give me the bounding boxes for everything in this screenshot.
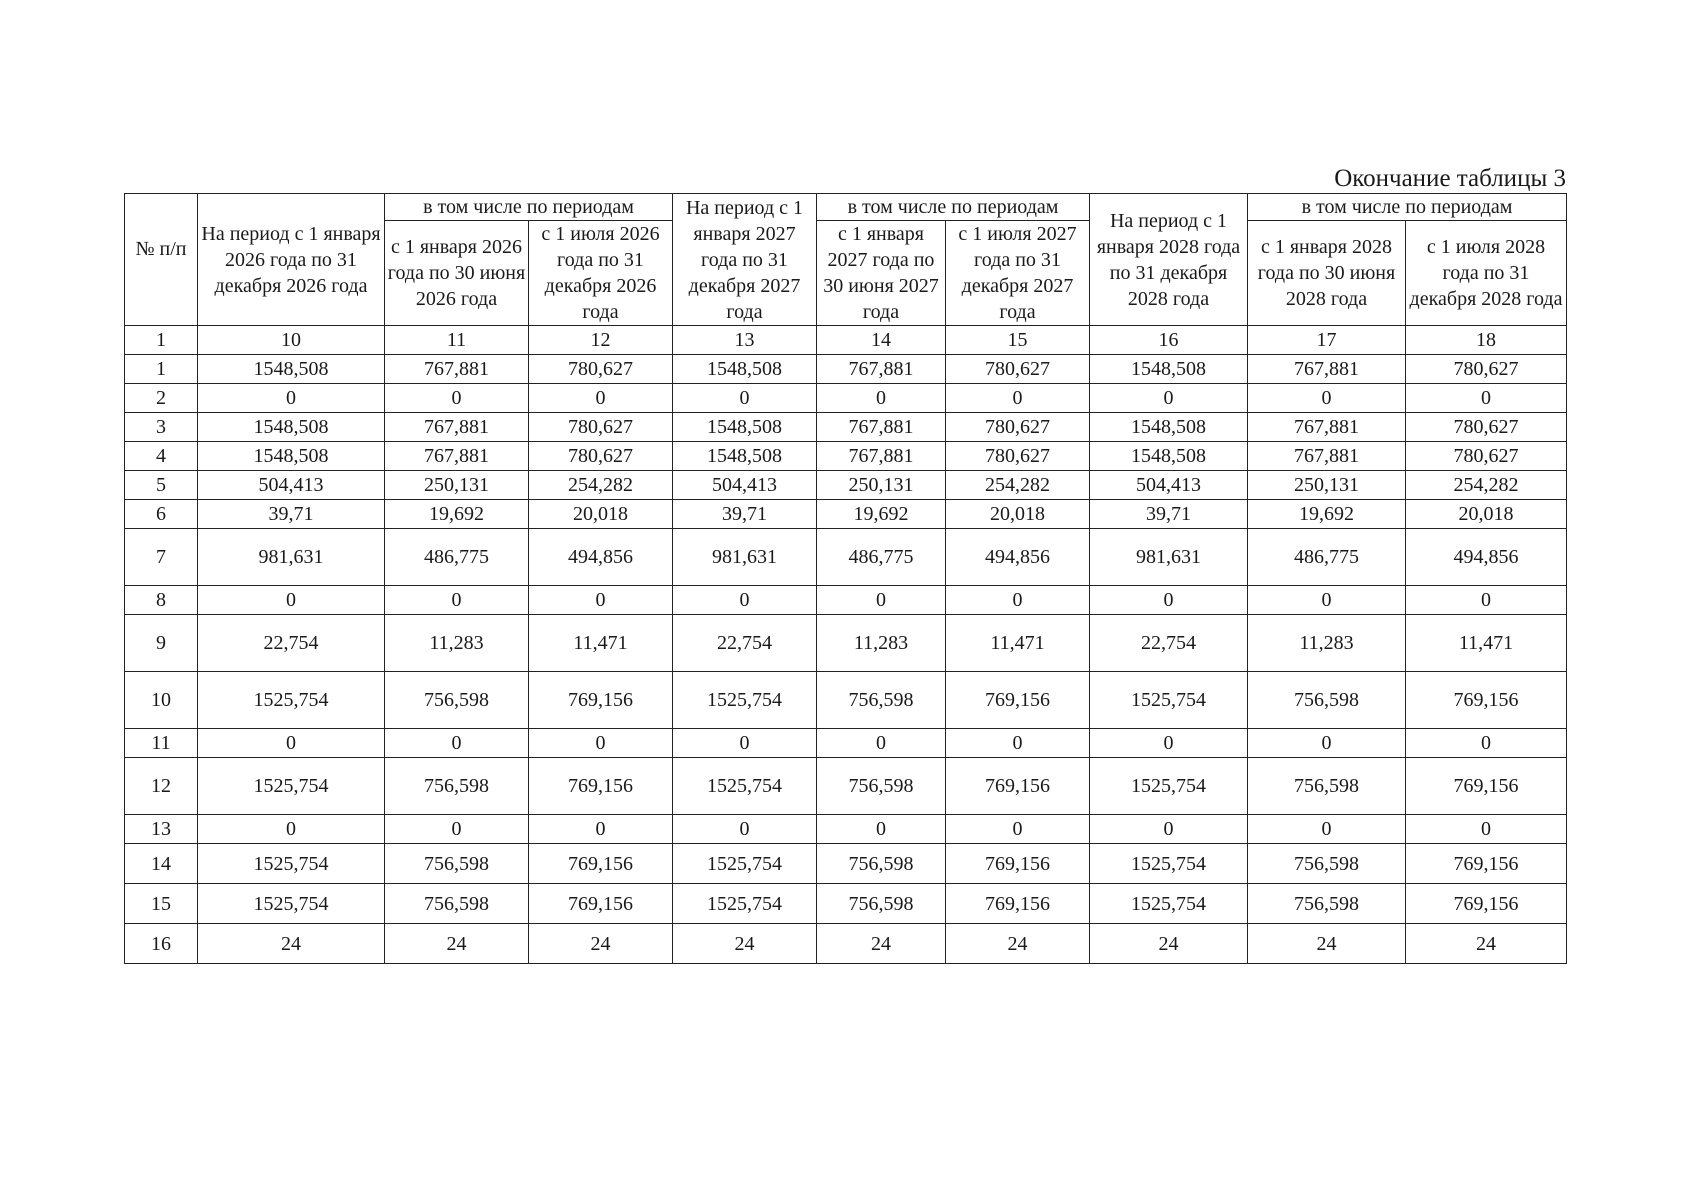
value-cell: 1548,508 — [673, 355, 817, 384]
value-cell: 1525,754 — [673, 758, 817, 815]
value-cell: 20,018 — [529, 500, 673, 529]
value-cell: 1548,508 — [1090, 442, 1248, 471]
value-cell: 0 — [1090, 815, 1248, 844]
table-row — [125, 442, 1567, 471]
header-num-cell: № п/п — [125, 194, 198, 326]
value-cell: 0 — [198, 586, 385, 615]
table-row — [125, 529, 1567, 586]
value-cell: 780,627 — [529, 355, 673, 384]
value-cell: 0 — [673, 729, 817, 758]
table-row — [125, 672, 1567, 729]
value-cell: 0 — [385, 384, 529, 413]
value-cell: 250,131 — [817, 471, 946, 500]
value-cell: 0 — [817, 586, 946, 615]
value-cell: 769,156 — [1406, 884, 1567, 924]
value-cell: 767,881 — [385, 355, 529, 384]
value-cell: 24 — [1090, 924, 1248, 964]
row-number-cell: 8 — [125, 586, 198, 615]
header-period-2027: На период с 1 января 2027 года по 31 декабря 2027 года — [673, 194, 817, 326]
table-row — [125, 815, 1567, 844]
row-number-cell: 16 — [125, 924, 198, 964]
value-cell: 11,283 — [385, 615, 529, 672]
value-cell: 767,881 — [817, 413, 946, 442]
value-cell: 981,631 — [1090, 529, 1248, 586]
value-cell: 756,598 — [385, 844, 529, 884]
value-cell: 1548,508 — [1090, 355, 1248, 384]
value-cell: 0 — [529, 586, 673, 615]
value-cell: 769,156 — [529, 884, 673, 924]
value-cell: 1548,508 — [198, 442, 385, 471]
table-row — [125, 355, 1567, 384]
value-cell: 769,156 — [946, 672, 1090, 729]
value-cell: 11,283 — [1248, 615, 1406, 672]
value-cell: 0 — [817, 729, 946, 758]
value-cell: 24 — [529, 924, 673, 964]
header-row-top — [125, 194, 1567, 221]
value-cell: 780,627 — [946, 355, 1090, 384]
value-cell: 494,856 — [1406, 529, 1567, 586]
row-number-cell: 6 — [125, 500, 198, 529]
value-cell: 0 — [673, 384, 817, 413]
row-number-cell: 11 — [125, 729, 198, 758]
data-table — [124, 193, 1567, 964]
value-cell: 0 — [198, 384, 385, 413]
col-number-cell: 17 — [1248, 326, 1406, 355]
header-subtitle-2028: в том числе по периодам — [1248, 194, 1567, 221]
table-row — [125, 615, 1567, 672]
row-number-cell: 10 — [125, 672, 198, 729]
value-cell: 769,156 — [1406, 672, 1567, 729]
value-cell: 0 — [1248, 729, 1406, 758]
value-cell: 0 — [385, 729, 529, 758]
value-cell: 767,881 — [1248, 442, 1406, 471]
value-cell: 22,754 — [1090, 615, 1248, 672]
value-cell: 0 — [529, 815, 673, 844]
value-cell: 780,627 — [1406, 442, 1567, 471]
value-cell: 0 — [817, 815, 946, 844]
value-cell: 19,692 — [1248, 500, 1406, 529]
col-number-cell: 14 — [817, 326, 946, 355]
value-cell: 24 — [673, 924, 817, 964]
value-cell: 756,598 — [1248, 672, 1406, 729]
value-cell: 0 — [385, 815, 529, 844]
header-sub-2027-h1: с 1 января 2027 года по 30 июня 2027 года — [817, 221, 946, 326]
value-cell: 780,627 — [1406, 355, 1567, 384]
table-row — [125, 471, 1567, 500]
value-cell: 254,282 — [1406, 471, 1567, 500]
value-cell: 756,598 — [385, 758, 529, 815]
value-cell: 22,754 — [673, 615, 817, 672]
value-cell: 486,775 — [385, 529, 529, 586]
row-number-cell: 14 — [125, 844, 198, 884]
value-cell: 1525,754 — [673, 672, 817, 729]
value-cell: 1525,754 — [1090, 884, 1248, 924]
table-body — [125, 355, 1567, 964]
table-caption: Окончание таблицы 3 — [1334, 165, 1566, 192]
row-number-cell: 1 — [125, 355, 198, 384]
value-cell: 769,156 — [946, 844, 1090, 884]
value-cell: 1548,508 — [1090, 413, 1248, 442]
value-cell: 1525,754 — [1090, 844, 1248, 884]
value-cell: 769,156 — [1406, 844, 1567, 884]
value-cell: 756,598 — [385, 884, 529, 924]
value-cell: 0 — [1406, 729, 1567, 758]
row-number-cell: 15 — [125, 884, 198, 924]
row-number-cell: 7 — [125, 529, 198, 586]
value-cell: 756,598 — [385, 672, 529, 729]
value-cell: 0 — [1406, 815, 1567, 844]
value-cell: 0 — [1406, 384, 1567, 413]
row-number-cell: 2 — [125, 384, 198, 413]
value-cell: 39,71 — [198, 500, 385, 529]
value-cell: 756,598 — [817, 884, 946, 924]
value-cell: 0 — [1090, 729, 1248, 758]
value-cell: 769,156 — [946, 884, 1090, 924]
header-period-2028: На период с 1 января 2028 года по 31 декабря 2028 года — [1090, 194, 1248, 326]
col-number-cell: 10 — [198, 326, 385, 355]
value-cell: 780,627 — [529, 413, 673, 442]
column-number-row — [125, 326, 1567, 355]
value-cell: 1525,754 — [198, 884, 385, 924]
table-row — [125, 844, 1567, 884]
header-sub-2028-h1: с 1 января 2028 года по 30 июня 2028 года — [1248, 221, 1406, 326]
value-cell: 0 — [946, 815, 1090, 844]
value-cell: 20,018 — [946, 500, 1090, 529]
header-sub-2027-h2: с 1 июля 2027 года по 31 декабря 2027 года — [946, 221, 1090, 326]
table-row — [125, 884, 1567, 924]
value-cell: 1548,508 — [198, 355, 385, 384]
value-cell: 1548,508 — [673, 413, 817, 442]
value-cell: 24 — [946, 924, 1090, 964]
col-number-cell: 13 — [673, 326, 817, 355]
value-cell: 504,413 — [198, 471, 385, 500]
header-subtitle-2027: в том числе по периодам — [817, 194, 1090, 221]
value-cell: 486,775 — [817, 529, 946, 586]
value-cell: 0 — [198, 729, 385, 758]
value-cell: 24 — [1406, 924, 1567, 964]
value-cell: 0 — [1248, 586, 1406, 615]
value-cell: 780,627 — [529, 442, 673, 471]
value-cell: 11,471 — [1406, 615, 1567, 672]
value-cell: 250,131 — [385, 471, 529, 500]
value-cell: 0 — [1248, 384, 1406, 413]
value-cell: 1525,754 — [1090, 672, 1248, 729]
value-cell: 24 — [385, 924, 529, 964]
value-cell: 767,881 — [385, 413, 529, 442]
value-cell: 11,471 — [529, 615, 673, 672]
table-row — [125, 413, 1567, 442]
value-cell: 756,598 — [817, 672, 946, 729]
row-number-cell: 13 — [125, 815, 198, 844]
header-subtitle-2026: в том числе по периодам — [385, 194, 673, 221]
value-cell: 0 — [198, 815, 385, 844]
value-cell: 769,156 — [946, 758, 1090, 815]
col-number-cell: 1 — [125, 326, 198, 355]
value-cell: 19,692 — [817, 500, 946, 529]
table-row — [125, 500, 1567, 529]
value-cell: 11,471 — [946, 615, 1090, 672]
table-row — [125, 586, 1567, 615]
value-cell: 1525,754 — [673, 844, 817, 884]
value-cell: 769,156 — [529, 672, 673, 729]
table-row — [125, 384, 1567, 413]
table-row — [125, 924, 1567, 964]
value-cell: 767,881 — [817, 355, 946, 384]
value-cell: 0 — [1406, 586, 1567, 615]
table-row — [125, 729, 1567, 758]
value-cell: 981,631 — [673, 529, 817, 586]
value-cell: 769,156 — [1406, 758, 1567, 815]
value-cell: 24 — [1248, 924, 1406, 964]
value-cell: 780,627 — [946, 413, 1090, 442]
value-cell: 254,282 — [946, 471, 1090, 500]
value-cell: 780,627 — [1406, 413, 1567, 442]
value-cell: 769,156 — [529, 758, 673, 815]
value-cell: 767,881 — [1248, 355, 1406, 384]
value-cell: 0 — [1090, 586, 1248, 615]
row-number-cell: 12 — [125, 758, 198, 815]
value-cell: 0 — [946, 729, 1090, 758]
value-cell: 494,856 — [529, 529, 673, 586]
value-cell: 0 — [673, 815, 817, 844]
value-cell: 756,598 — [1248, 758, 1406, 815]
value-cell: 39,71 — [1090, 500, 1248, 529]
value-cell: 22,754 — [198, 615, 385, 672]
value-cell: 1525,754 — [1090, 758, 1248, 815]
value-cell: 1525,754 — [198, 844, 385, 884]
value-cell: 11,283 — [817, 615, 946, 672]
value-cell: 254,282 — [529, 471, 673, 500]
table-header — [125, 194, 1567, 355]
value-cell: 494,856 — [946, 529, 1090, 586]
value-cell: 39,71 — [673, 500, 817, 529]
value-cell: 0 — [946, 384, 1090, 413]
value-cell: 0 — [1090, 384, 1248, 413]
value-cell: 981,631 — [198, 529, 385, 586]
value-cell: 769,156 — [529, 844, 673, 884]
value-cell: 756,598 — [817, 758, 946, 815]
value-cell: 486,775 — [1248, 529, 1406, 586]
col-number-cell: 11 — [385, 326, 529, 355]
value-cell: 250,131 — [1248, 471, 1406, 500]
value-cell: 0 — [529, 384, 673, 413]
value-cell: 1548,508 — [198, 413, 385, 442]
row-number-cell: 5 — [125, 471, 198, 500]
col-number-cell: 12 — [529, 326, 673, 355]
value-cell: 1548,508 — [673, 442, 817, 471]
value-cell: 756,598 — [1248, 884, 1406, 924]
value-cell: 0 — [673, 586, 817, 615]
value-cell: 1525,754 — [198, 758, 385, 815]
table-row — [125, 758, 1567, 815]
header-sub-2026-h2: с 1 июля 2026 года по 31 декабря 2026 года — [529, 221, 673, 326]
row-number-cell: 4 — [125, 442, 198, 471]
value-cell: 756,598 — [817, 844, 946, 884]
value-cell: 24 — [198, 924, 385, 964]
value-cell: 756,598 — [1248, 844, 1406, 884]
value-cell: 504,413 — [1090, 471, 1248, 500]
value-cell: 767,881 — [385, 442, 529, 471]
col-number-cell: 18 — [1406, 326, 1567, 355]
value-cell: 0 — [385, 586, 529, 615]
value-cell: 19,692 — [385, 500, 529, 529]
value-cell: 767,881 — [1248, 413, 1406, 442]
col-number-cell: 15 — [946, 326, 1090, 355]
value-cell: 1525,754 — [198, 672, 385, 729]
row-number-cell: 9 — [125, 615, 198, 672]
value-cell: 1525,754 — [673, 884, 817, 924]
value-cell: 0 — [1248, 815, 1406, 844]
value-cell: 0 — [529, 729, 673, 758]
value-cell: 0 — [946, 586, 1090, 615]
value-cell: 20,018 — [1406, 500, 1567, 529]
value-cell: 767,881 — [817, 442, 946, 471]
header-period-2026: На период с 1 января 2026 года по 31 декабря 2026 года — [198, 194, 385, 326]
header-sub-2026-h1: с 1 января 2026 года по 30 июня 2026 года — [385, 221, 529, 326]
value-cell: 24 — [817, 924, 946, 964]
header-sub-2028-h2: с 1 июля 2028 года по 31 декабря 2028 года — [1406, 221, 1567, 326]
value-cell: 0 — [817, 384, 946, 413]
value-cell: 780,627 — [946, 442, 1090, 471]
col-number-cell: 16 — [1090, 326, 1248, 355]
value-cell: 504,413 — [673, 471, 817, 500]
row-number-cell: 3 — [125, 413, 198, 442]
